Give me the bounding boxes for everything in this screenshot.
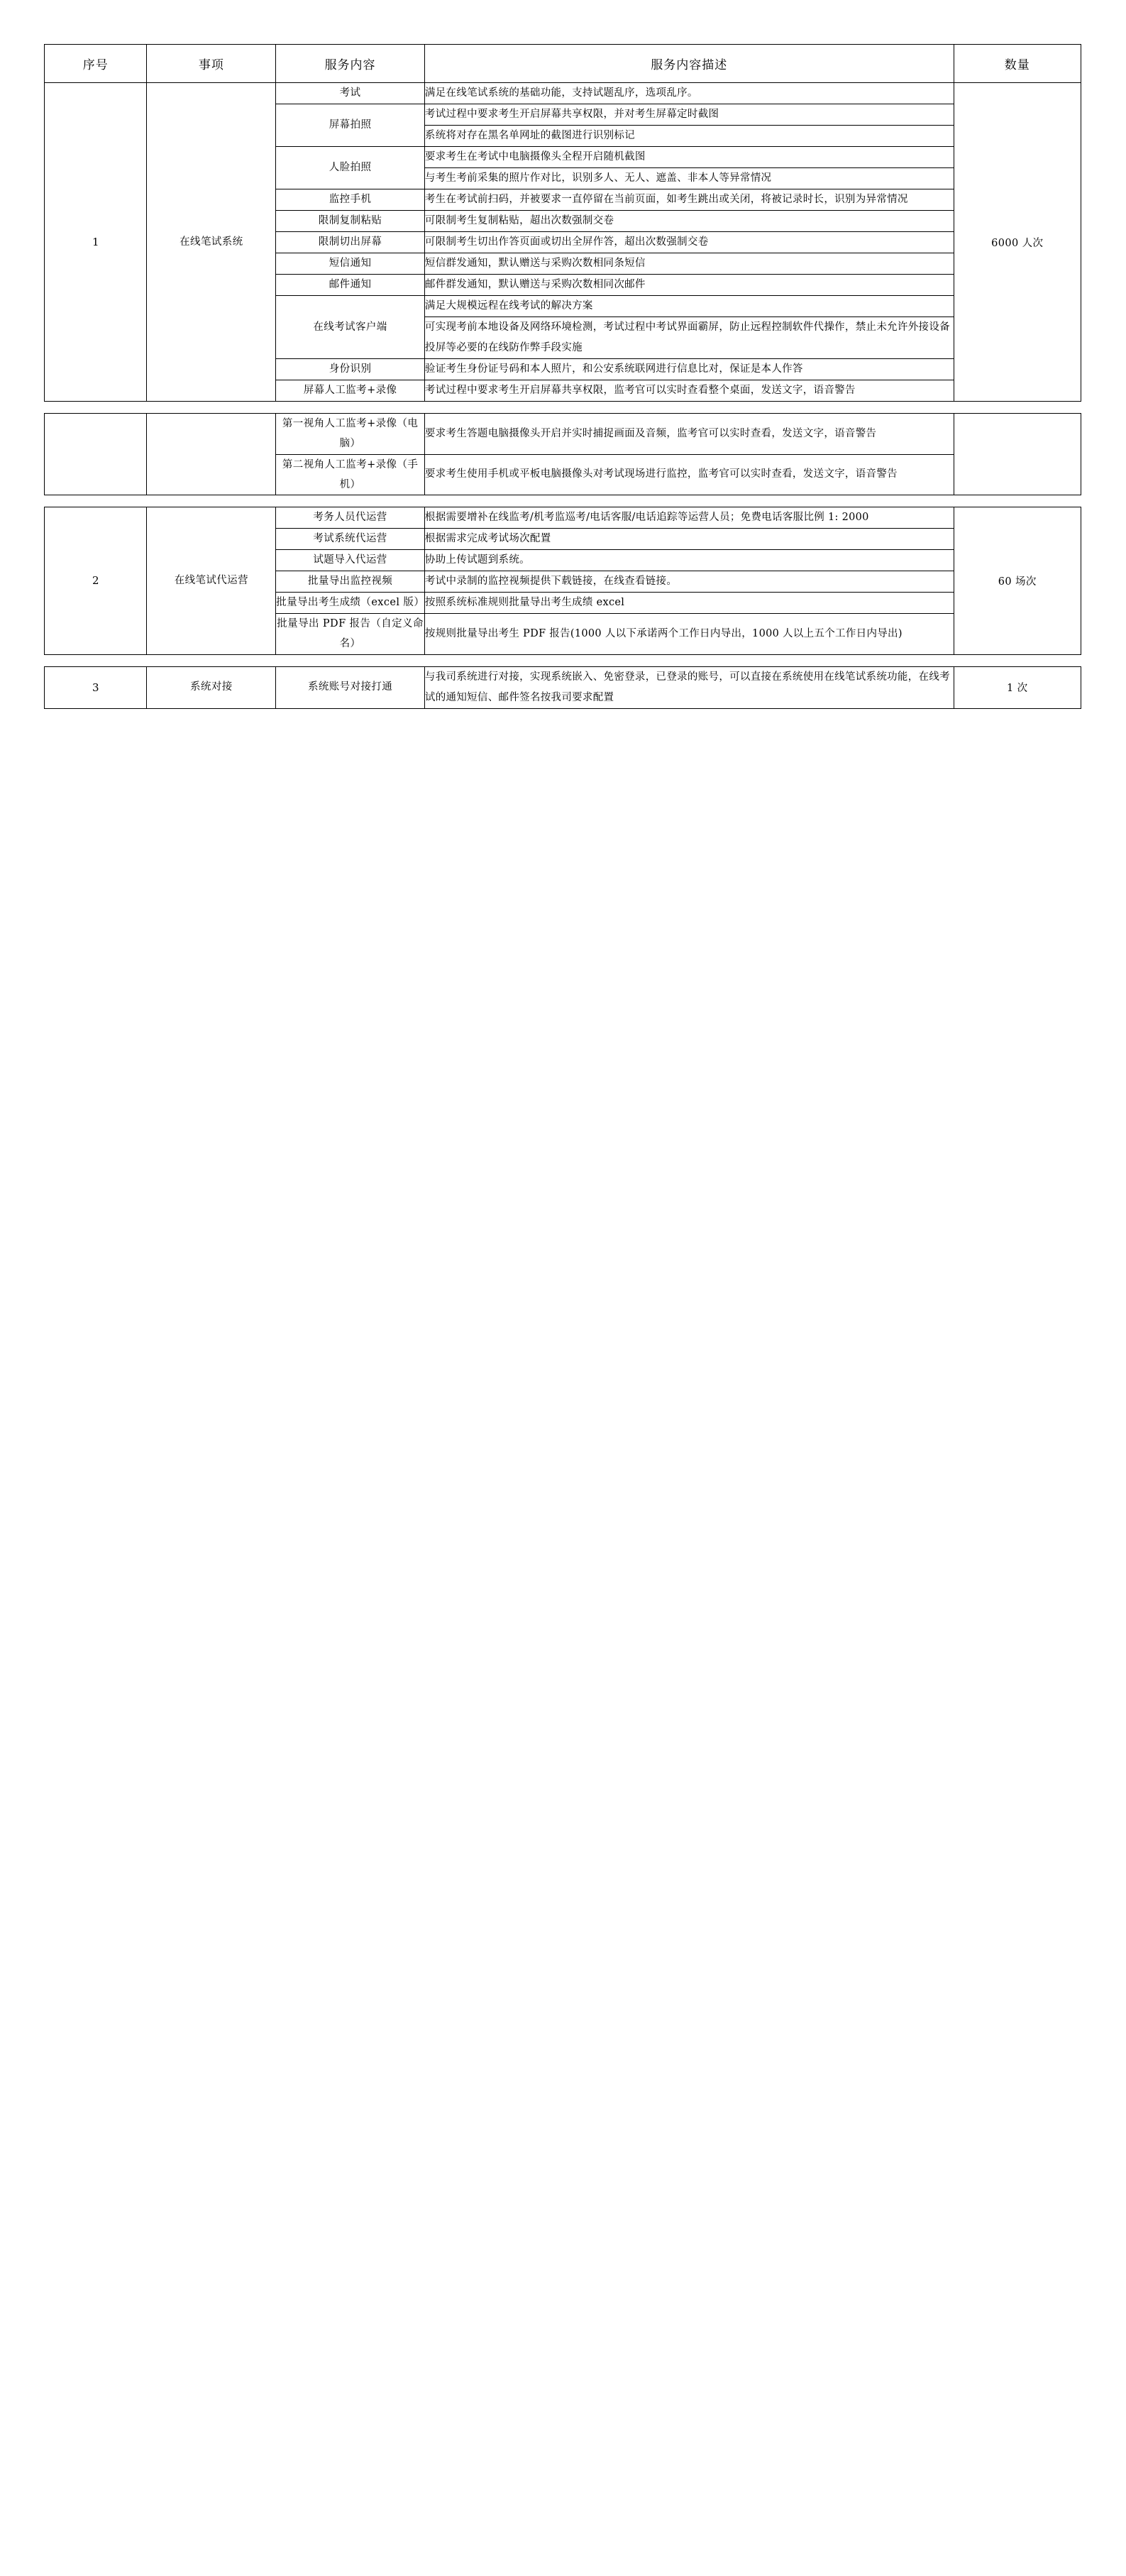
- description-cell: 可限制考生复制粘贴，超出次数强制交卷: [424, 211, 954, 232]
- row-number-cell: 3: [45, 666, 147, 708]
- service-cell: 考试系统代运营: [276, 529, 425, 550]
- spec-table-root: [44, 44, 1082, 709]
- service-cell: 在线考试客户端: [276, 296, 425, 359]
- service-cell: 屏幕人工监考+录像: [276, 380, 425, 402]
- column-header-item: 事项: [147, 45, 276, 83]
- column-header-description: 服务内容描述: [424, 45, 954, 83]
- table-row: [45, 666, 1081, 708]
- description-cell: 可限制考生切出作答页面或切出全屏作答，超出次数强制交卷: [424, 232, 954, 253]
- description-cell: 要求考生答题电脑摄像头开启并实时捕捉画面及音频，监考官可以实时查看，发送文字，语音警告: [424, 414, 954, 455]
- service-cell: 短信通知: [276, 253, 425, 275]
- item-cell: [147, 414, 276, 495]
- description-cell: 短信群发通知，默认赠送与采购次数相同条短信: [424, 253, 954, 275]
- service-cell: 限制切出屏幕: [276, 232, 425, 253]
- description-cell: 邮件群发通知，默认赠送与采购次数相同次邮件: [424, 275, 954, 296]
- service-cell: 试题导入代运营: [276, 550, 425, 571]
- description-cell: 根据需要增补在线监考/机考监巡考/电话客服/电话追踪等运营人员；免费电话客服比例 1: 2000: [424, 507, 954, 529]
- description-cell: 考试过程中要求考生开启屏幕共享权限，并对考生屏幕定时截图: [424, 104, 954, 126]
- service-cell: 身份识别: [276, 359, 425, 380]
- spec-table-block: [44, 413, 1081, 495]
- table-row: [45, 83, 1081, 104]
- spec-table-block: [44, 666, 1081, 709]
- service-cell: 屏幕拍照: [276, 104, 425, 147]
- column-header-service: 服务内容: [276, 45, 425, 83]
- service-cell: 考务人员代运营: [276, 507, 425, 529]
- description-cell: 满足大规模远程在线考试的解决方案: [424, 296, 954, 317]
- description-cell: 验证考生身份证号码和本人照片，和公安系统联网进行信息比对，保证是本人作答: [424, 359, 954, 380]
- service-cell: 限制复制粘贴: [276, 211, 425, 232]
- service-cell: 人脸拍照: [276, 147, 425, 189]
- description-cell: 可实现考前本地设备及网络环境检测，考试过程中考试界面霸屏，防止远程控制软件代操作，禁止未允许外接设备投屏等必要的在线防作弊手段实施: [424, 317, 954, 359]
- item-cell: 在线笔试代运营: [147, 507, 276, 655]
- description-cell: 考试过程中要求考生开启屏幕共享权限，监考官可以实时查看整个桌面，发送文字，语音警告: [424, 380, 954, 402]
- service-cell: 批量导出 PDF 报告（自定义命名）: [276, 614, 425, 655]
- description-cell: 要求考生在考试中电脑摄像头全程开启随机截图: [424, 147, 954, 168]
- column-header-no: 序号: [45, 45, 147, 83]
- description-cell: 协助上传试题到系统。: [424, 550, 954, 571]
- service-cell: 系统账号对接打通: [276, 666, 425, 708]
- quantity-cell: [954, 414, 1081, 495]
- description-cell: 考生在考试前扫码，并被要求一直停留在当前页面，如考生跳出或关闭，将被记录时长，识别为异常情况: [424, 189, 954, 211]
- item-cell: 系统对接: [147, 666, 276, 708]
- item-cell: 在线笔试系统: [147, 83, 276, 402]
- column-header-quantity: 数量: [954, 45, 1081, 83]
- description-cell: 系统将对存在黑名单网址的截图进行识别标记: [424, 126, 954, 147]
- quantity-cell: 6000 人次: [954, 83, 1081, 402]
- row-number-cell: 1: [45, 83, 147, 402]
- description-cell: 与我司系统进行对接，实现系统嵌入、免密登录，已登录的账号，可以直接在系统使用在线笔试系统功能，在线考试的通知短信、邮件签名按我司要求配置: [424, 666, 954, 708]
- spec-table-block: [44, 44, 1081, 402]
- table-row: [45, 414, 1081, 455]
- service-cell: 批量导出考生成绩（excel 版）: [276, 593, 425, 614]
- table-header-row: [45, 45, 1081, 83]
- quantity-cell: 60 场次: [954, 507, 1081, 655]
- spec-table-block: [44, 507, 1081, 655]
- description-cell: 按照系统标准规则批量导出考生成绩 excel: [424, 593, 954, 614]
- row-number-cell: [45, 414, 147, 495]
- service-cell: 批量导出监控视频: [276, 571, 425, 593]
- service-cell: 监控手机: [276, 189, 425, 211]
- quantity-cell: 1 次: [954, 666, 1081, 708]
- row-number-cell: 2: [45, 507, 147, 655]
- description-cell: 满足在线笔试系统的基础功能，支持试题乱序，选项乱序。: [424, 83, 954, 104]
- service-cell: 邮件通知: [276, 275, 425, 296]
- service-cell: 第一视角人工监考+录像（电脑）: [276, 414, 425, 455]
- service-cell: 第二视角人工监考+录像（手机）: [276, 454, 425, 495]
- description-cell: 与考生考前采集的照片作对比，识别多人、无人、遮盖、非本人等异常情况: [424, 168, 954, 189]
- description-cell: 按规则批量导出考生 PDF 报告(1000 人以下承诺两个工作日内导出，1000 人以上五个工作日内导出): [424, 614, 954, 655]
- description-cell: 考试中录制的监控视频提供下载链接，在线查看链接。: [424, 571, 954, 593]
- description-cell: 根据需求完成考试场次配置: [424, 529, 954, 550]
- description-cell: 要求考生使用手机或平板电脑摄像头对考试现场进行监控，监考官可以实时查看，发送文字，语音警告: [424, 454, 954, 495]
- service-cell: 考试: [276, 83, 425, 104]
- table-row: [45, 507, 1081, 529]
